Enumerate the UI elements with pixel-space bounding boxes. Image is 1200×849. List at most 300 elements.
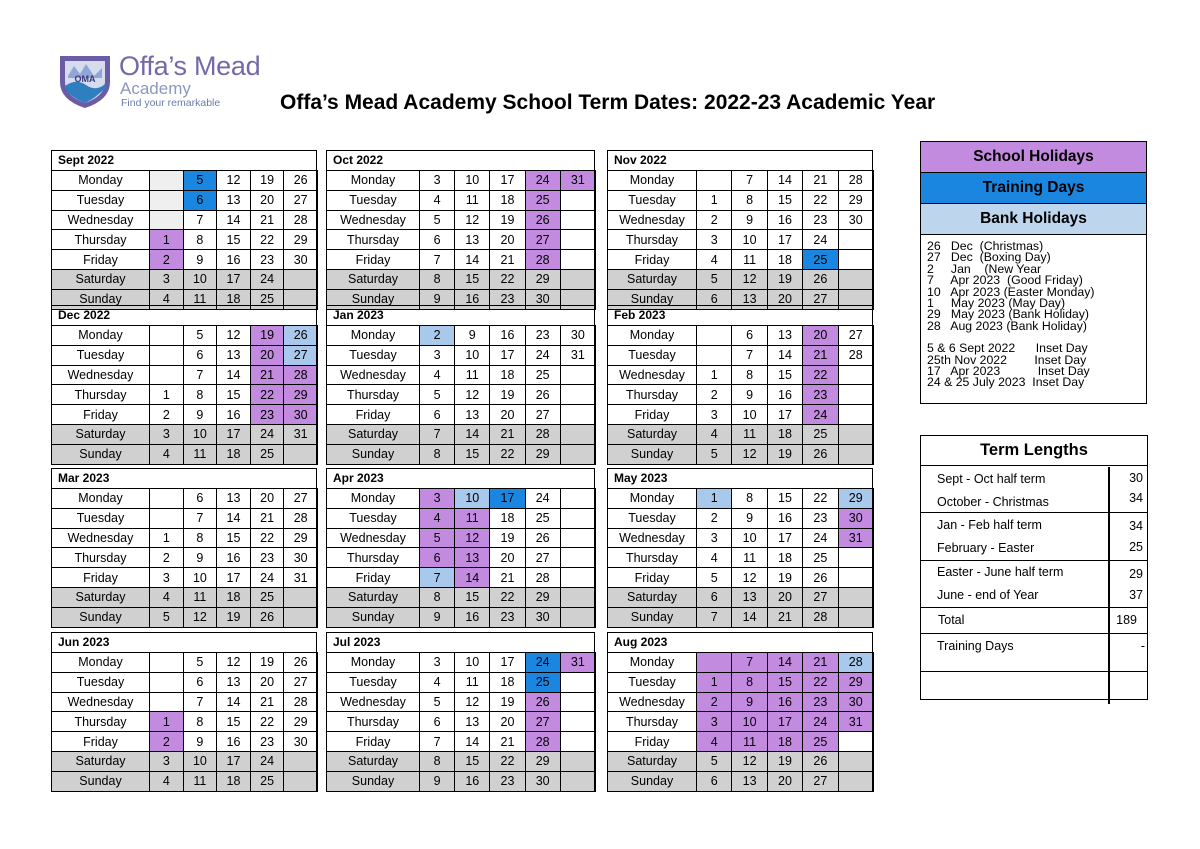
empty-row xyxy=(921,672,1147,699)
date-cell: 18 xyxy=(217,771,251,791)
date-cell: 30 xyxy=(560,326,595,346)
date-cell: 10 xyxy=(183,269,217,289)
week-day-row xyxy=(327,672,596,692)
day-label: Monday xyxy=(608,653,697,673)
date-cell: 24 xyxy=(525,345,560,365)
date-cell: 11 xyxy=(183,771,217,791)
date-cell: 5 xyxy=(150,607,184,627)
date-cell: 17 xyxy=(767,528,802,548)
date-cell: 29 xyxy=(838,489,873,509)
date-cell: 7 xyxy=(420,732,455,752)
week-day-row xyxy=(52,672,318,692)
week-day-row xyxy=(608,444,874,464)
day-label: Saturday xyxy=(608,424,697,444)
date-cell: 2 xyxy=(697,692,732,712)
day-label: Tuesday xyxy=(327,190,420,210)
date-cell: 5 xyxy=(697,751,732,771)
date-cell: 23 xyxy=(803,210,838,230)
date-cell: 24 xyxy=(525,653,560,673)
date-cell: 26 xyxy=(525,385,560,405)
date-cell: 10 xyxy=(732,405,767,425)
date-cell: 10 xyxy=(455,489,490,509)
date-cell: 29 xyxy=(838,190,873,210)
date-cell: 6 xyxy=(697,289,732,309)
day-label: Sunday xyxy=(608,607,697,627)
date-cell: 15 xyxy=(455,587,490,607)
date-cell: 15 xyxy=(767,672,802,692)
date-cell: 17 xyxy=(217,568,251,588)
week-day-row xyxy=(327,607,596,627)
day-label: Friday xyxy=(608,250,697,270)
month-name: Feb 2023 xyxy=(607,305,873,325)
date-cell: 14 xyxy=(455,732,490,752)
week-day-row xyxy=(52,190,318,210)
date-cell xyxy=(284,587,318,607)
date-cell: 22 xyxy=(250,385,284,405)
date-cell: 13 xyxy=(217,345,251,365)
day-label: Saturday xyxy=(608,587,697,607)
date-cell: 8 xyxy=(732,190,767,210)
date-cell: 8 xyxy=(183,712,217,732)
date-cell: 30 xyxy=(838,210,873,230)
date-cell: 3 xyxy=(150,751,184,771)
term-lengths-table xyxy=(920,435,1148,700)
date-cell: 16 xyxy=(217,732,251,752)
week-day-row xyxy=(327,345,596,365)
date-cell: 31 xyxy=(560,171,595,191)
date-cell: 27 xyxy=(525,548,560,568)
date-cell: 6 xyxy=(732,326,767,346)
date-cell: 15 xyxy=(217,528,251,548)
week-day-row xyxy=(327,365,596,385)
date-cell: 26 xyxy=(803,568,838,588)
date-cell: 22 xyxy=(803,672,838,692)
term-value: 34 xyxy=(1129,491,1143,505)
date-cell xyxy=(150,365,184,385)
date-cell: 1 xyxy=(150,712,184,732)
date-cell xyxy=(560,385,595,405)
date-cell: 9 xyxy=(183,405,217,425)
date-cell: 8 xyxy=(183,230,217,250)
date-cell: 27 xyxy=(284,672,318,692)
date-cell xyxy=(560,210,595,230)
date-cell: 21 xyxy=(490,568,525,588)
day-label: Tuesday xyxy=(52,190,150,210)
date-cell: 8 xyxy=(732,672,767,692)
date-cell: 2 xyxy=(697,210,732,230)
day-label: Wednesday xyxy=(327,692,420,712)
day-label: Saturday xyxy=(327,424,420,444)
date-cell: 16 xyxy=(217,548,251,568)
day-label: Sunday xyxy=(327,607,420,627)
date-cell: 20 xyxy=(767,587,802,607)
date-cell: 29 xyxy=(525,751,560,771)
date-cell xyxy=(560,365,595,385)
date-cell: 25 xyxy=(525,508,560,528)
date-cell: 10 xyxy=(183,751,217,771)
date-cell: 22 xyxy=(490,444,525,464)
date-cell: 29 xyxy=(525,587,560,607)
date-cell: 14 xyxy=(455,424,490,444)
day-label: Saturday xyxy=(608,269,697,289)
term-value: 37 xyxy=(1129,588,1143,602)
date-cell: 27 xyxy=(284,345,318,365)
date-cell: 15 xyxy=(217,230,251,250)
date-cell: 26 xyxy=(525,692,560,712)
date-cell: 2 xyxy=(697,508,732,528)
date-cell: 28 xyxy=(284,365,318,385)
day-label: Monday xyxy=(327,489,420,509)
date-cell: 8 xyxy=(420,751,455,771)
date-cell xyxy=(838,385,873,405)
date-cell: 2 xyxy=(150,250,184,270)
week-day-row xyxy=(52,771,318,791)
day-label: Wednesday xyxy=(52,692,150,712)
week-day-row xyxy=(52,345,318,365)
date-cell: 28 xyxy=(838,653,873,673)
date-cell: 20 xyxy=(250,489,284,509)
date-cell: 16 xyxy=(490,326,525,346)
date-cell: 2 xyxy=(697,385,732,405)
date-cell: 9 xyxy=(732,210,767,230)
date-cell: 27 xyxy=(525,230,560,250)
date-cell: 29 xyxy=(525,444,560,464)
date-cell: 11 xyxy=(183,444,217,464)
date-cell: 30 xyxy=(525,607,560,627)
term-label: Jan - Feb half term xyxy=(937,518,1042,532)
date-cell: 26 xyxy=(250,607,284,627)
date-cell: 13 xyxy=(455,712,490,732)
date-cell: 11 xyxy=(732,732,767,752)
date-cell xyxy=(838,548,873,568)
term-label: June - end of Year xyxy=(937,588,1039,602)
date-cell xyxy=(838,269,873,289)
date-cell: 12 xyxy=(455,210,490,230)
date-cell xyxy=(560,548,595,568)
date-cell: 20 xyxy=(250,190,284,210)
date-cell: 14 xyxy=(767,345,802,365)
day-label: Friday xyxy=(608,568,697,588)
day-label: Wednesday xyxy=(608,365,697,385)
bank-holiday-line: 29 May 2023 (Bank Holiday) xyxy=(927,307,1089,322)
week-day-row xyxy=(327,269,596,289)
date-cell xyxy=(284,771,318,791)
date-cell: 4 xyxy=(420,190,455,210)
day-label: Monday xyxy=(52,326,150,346)
day-label: Thursday xyxy=(327,548,420,568)
date-cell: 20 xyxy=(250,672,284,692)
date-cell: 19 xyxy=(217,607,251,627)
inset-day-line: 17 Apr 2023 Inset Day xyxy=(927,364,1090,379)
date-cell: 27 xyxy=(525,405,560,425)
date-cell xyxy=(284,607,318,627)
date-cell: 26 xyxy=(525,528,560,548)
date-cell: 9 xyxy=(420,607,455,627)
date-cell: 4 xyxy=(697,732,732,752)
date-cell: 19 xyxy=(490,385,525,405)
date-cell: 11 xyxy=(732,548,767,568)
week-day-row xyxy=(608,424,874,444)
week-day-row xyxy=(327,508,596,528)
day-label: Tuesday xyxy=(608,190,697,210)
date-cell: 13 xyxy=(455,548,490,568)
date-cell xyxy=(150,210,184,230)
week-day-row xyxy=(52,171,318,191)
date-cell: 14 xyxy=(217,692,251,712)
day-label: Sunday xyxy=(52,444,150,464)
date-cell: 23 xyxy=(803,508,838,528)
week-day-row xyxy=(52,250,318,270)
date-cell: 21 xyxy=(490,732,525,752)
date-cell: 18 xyxy=(767,548,802,568)
date-cell: 24 xyxy=(250,751,284,771)
date-cell: 28 xyxy=(838,345,873,365)
date-cell: 12 xyxy=(183,607,217,627)
date-cell: 25 xyxy=(525,190,560,210)
date-cell: 19 xyxy=(490,210,525,230)
date-cell: 8 xyxy=(732,489,767,509)
week-day-row xyxy=(608,548,874,568)
date-cell: 11 xyxy=(732,424,767,444)
logo-tagline: Find your remarkable xyxy=(121,97,221,109)
day-label: Thursday xyxy=(327,385,420,405)
date-cell: 4 xyxy=(150,289,184,309)
day-label: Thursday xyxy=(52,230,150,250)
date-cell: 22 xyxy=(803,365,838,385)
week-day-row xyxy=(52,587,318,607)
date-cell: 11 xyxy=(183,289,217,309)
term-value: 25 xyxy=(1129,540,1143,554)
date-cell: 16 xyxy=(455,289,490,309)
date-cell: 25 xyxy=(525,365,560,385)
date-cell xyxy=(150,171,184,191)
date-cell: 3 xyxy=(697,712,732,732)
date-cell: 24 xyxy=(803,230,838,250)
day-label: Monday xyxy=(327,326,420,346)
day-label: Friday xyxy=(52,568,150,588)
date-cell: 31 xyxy=(284,568,318,588)
date-cell: 13 xyxy=(732,587,767,607)
day-label: Friday xyxy=(327,250,420,270)
day-label: Sunday xyxy=(327,771,420,791)
week-day-row xyxy=(327,587,596,607)
date-cell: 5 xyxy=(420,210,455,230)
date-cell: 30 xyxy=(284,250,318,270)
legend xyxy=(920,141,1147,404)
date-cell: 17 xyxy=(490,345,525,365)
date-cell: 18 xyxy=(767,732,802,752)
date-cell: 14 xyxy=(732,607,767,627)
week-day-row xyxy=(608,587,874,607)
date-cell: 9 xyxy=(732,385,767,405)
date-cell: 30 xyxy=(284,732,318,752)
date-cell xyxy=(560,568,595,588)
legend-school-holidays: School Holidays xyxy=(920,141,1147,172)
day-label: Saturday xyxy=(52,269,150,289)
week-day-row xyxy=(327,771,596,791)
date-cell: 11 xyxy=(183,587,217,607)
date-cell xyxy=(838,771,873,791)
date-cell: 31 xyxy=(284,424,318,444)
date-cell: 24 xyxy=(803,405,838,425)
date-cell xyxy=(560,732,595,752)
date-cell: 6 xyxy=(697,771,732,791)
date-cell: 30 xyxy=(284,405,318,425)
date-cell: 13 xyxy=(455,230,490,250)
date-cell: 18 xyxy=(767,250,802,270)
date-cell: 13 xyxy=(217,672,251,692)
date-cell: 8 xyxy=(183,528,217,548)
date-cell: 3 xyxy=(697,405,732,425)
date-cell: 3 xyxy=(697,230,732,250)
date-cell: 18 xyxy=(490,672,525,692)
date-cell: 16 xyxy=(767,508,802,528)
day-label: Friday xyxy=(608,732,697,752)
day-label: Thursday xyxy=(608,230,697,250)
school-logo xyxy=(56,52,266,112)
term-label: October - Christmas xyxy=(937,495,1049,509)
date-cell: 24 xyxy=(250,424,284,444)
month-name: Aug 2023 xyxy=(607,632,873,652)
date-cell: 20 xyxy=(767,289,802,309)
date-cell xyxy=(150,190,184,210)
day-label: Monday xyxy=(327,653,420,673)
date-cell: 17 xyxy=(217,424,251,444)
date-cell: 14 xyxy=(455,250,490,270)
week-day-row xyxy=(608,489,874,509)
date-cell: 3 xyxy=(150,568,184,588)
date-cell: 17 xyxy=(490,171,525,191)
week-day-row xyxy=(608,508,874,528)
date-cell: 12 xyxy=(455,692,490,712)
date-cell: 28 xyxy=(284,692,318,712)
day-label: Saturday xyxy=(327,587,420,607)
date-cell: 22 xyxy=(490,587,525,607)
logo-academy-text: Academy xyxy=(120,79,191,98)
date-cell xyxy=(560,444,595,464)
day-label: Sunday xyxy=(608,771,697,791)
date-cell xyxy=(838,587,873,607)
date-cell: 21 xyxy=(803,345,838,365)
bank-holiday-line: 1 May 2023 (May Day) xyxy=(927,296,1066,311)
date-cell: 29 xyxy=(525,269,560,289)
week-day-row xyxy=(327,568,596,588)
date-cell: 5 xyxy=(420,528,455,548)
date-cell: 31 xyxy=(560,345,595,365)
date-cell: 21 xyxy=(490,424,525,444)
training-days-value: - xyxy=(1140,639,1145,653)
date-cell: 23 xyxy=(525,326,560,346)
date-cell: 10 xyxy=(732,712,767,732)
day-label: Monday xyxy=(52,489,150,509)
week-day-row xyxy=(52,732,318,752)
date-cell xyxy=(697,653,732,673)
date-cell: 25 xyxy=(250,289,284,309)
date-cell: 22 xyxy=(490,269,525,289)
date-cell xyxy=(150,692,184,712)
date-cell: 6 xyxy=(183,489,217,509)
day-label: Tuesday xyxy=(327,672,420,692)
date-cell: 24 xyxy=(250,269,284,289)
date-cell: 18 xyxy=(767,424,802,444)
date-cell: 22 xyxy=(803,489,838,509)
date-cell: 12 xyxy=(455,385,490,405)
date-cell: 28 xyxy=(803,607,838,627)
date-cell: 8 xyxy=(420,587,455,607)
date-cell: 21 xyxy=(803,171,838,191)
date-cell xyxy=(284,751,318,771)
date-cell: 25 xyxy=(803,250,838,270)
date-cell: 28 xyxy=(284,508,318,528)
date-cell: 20 xyxy=(767,771,802,791)
date-cell: 19 xyxy=(767,269,802,289)
date-cell: 22 xyxy=(803,190,838,210)
week-day-row xyxy=(327,548,596,568)
date-cell: 29 xyxy=(284,712,318,732)
date-cell: 12 xyxy=(217,326,251,346)
date-cell: 29 xyxy=(838,672,873,692)
date-cell xyxy=(560,607,595,627)
date-cell: 4 xyxy=(150,587,184,607)
date-cell: 12 xyxy=(732,751,767,771)
day-label: Tuesday xyxy=(327,508,420,528)
day-label: Sunday xyxy=(327,289,420,309)
training-days-label: Training Days xyxy=(937,639,1014,653)
date-cell: 22 xyxy=(250,230,284,250)
date-cell: 14 xyxy=(217,210,251,230)
bank-holiday-line: 7 Apr 2023 (Good Friday) xyxy=(927,273,1083,288)
date-cell: 29 xyxy=(284,528,318,548)
month-name: Jun 2023 xyxy=(51,632,317,652)
date-cell xyxy=(560,508,595,528)
month-name: Nov 2022 xyxy=(607,150,873,170)
date-cell: 21 xyxy=(250,365,284,385)
week-day-row xyxy=(608,269,874,289)
date-cell: 27 xyxy=(525,712,560,732)
date-cell: 20 xyxy=(490,712,525,732)
day-label: Thursday xyxy=(52,548,150,568)
day-label: Tuesday xyxy=(608,345,697,365)
date-cell: 10 xyxy=(183,568,217,588)
date-cell: 9 xyxy=(732,508,767,528)
date-cell: 11 xyxy=(732,250,767,270)
date-cell: 12 xyxy=(217,171,251,191)
date-cell: 22 xyxy=(250,712,284,732)
term-row xyxy=(921,513,1147,561)
date-cell: 9 xyxy=(420,771,455,791)
date-cell: 4 xyxy=(697,424,732,444)
week-day-row xyxy=(52,230,318,250)
week-day-row xyxy=(52,365,318,385)
date-cell: 7 xyxy=(420,424,455,444)
week-day-row xyxy=(608,712,874,732)
date-cell: 20 xyxy=(250,345,284,365)
date-cell xyxy=(838,751,873,771)
date-cell: 18 xyxy=(490,190,525,210)
week-day-row xyxy=(608,607,874,627)
date-cell: 4 xyxy=(420,365,455,385)
training-days-row xyxy=(921,634,1147,672)
day-label: Friday xyxy=(327,568,420,588)
week-day-row xyxy=(327,444,596,464)
date-cell: 3 xyxy=(150,424,184,444)
date-cell: 11 xyxy=(455,508,490,528)
date-cell: 22 xyxy=(250,528,284,548)
month-name: May 2023 xyxy=(607,468,873,488)
date-cell: 4 xyxy=(150,771,184,791)
week-day-row xyxy=(52,405,318,425)
date-cell: 14 xyxy=(217,508,251,528)
